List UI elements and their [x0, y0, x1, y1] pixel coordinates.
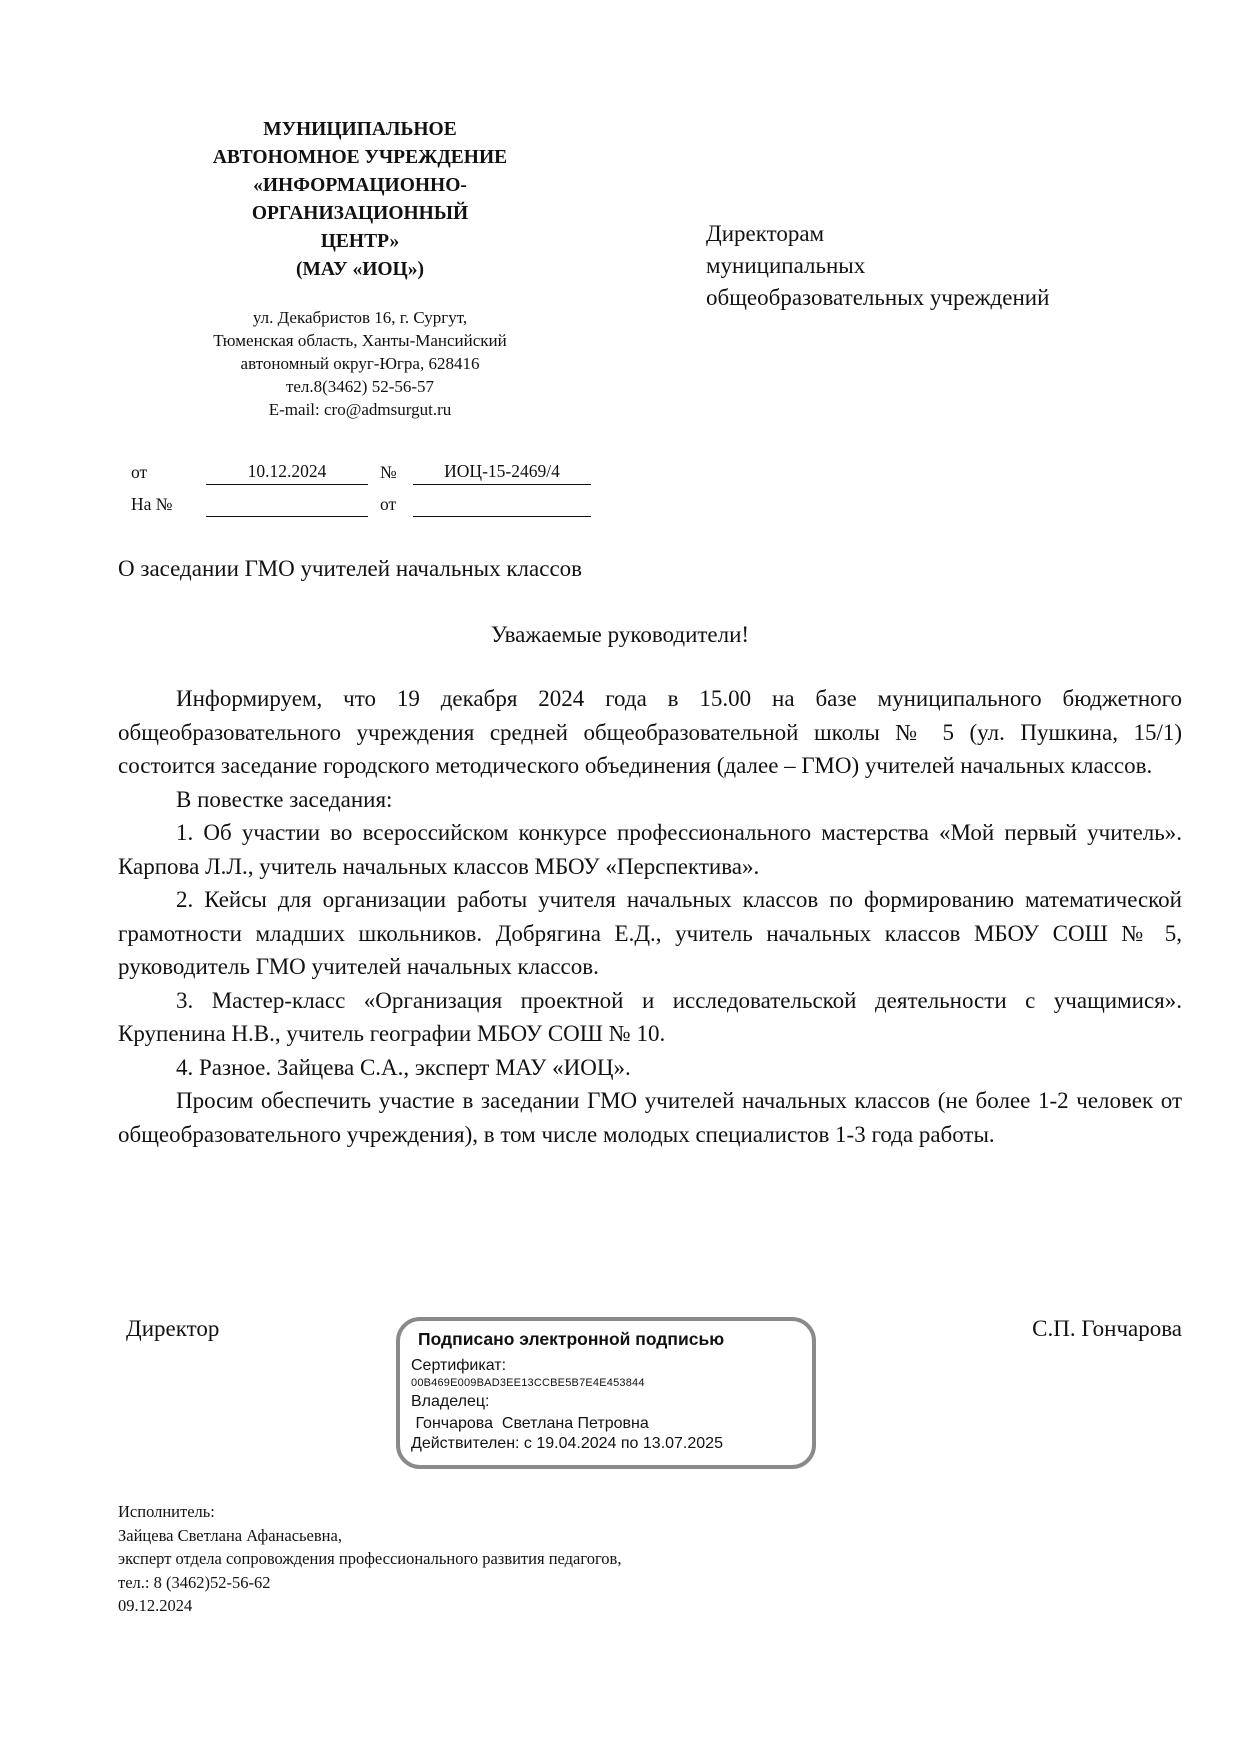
org-name-line: АВТОНОМНОЕ УЧРЕЖДЕНИЕ	[212, 147, 508, 168]
reply-date-label: от	[380, 494, 397, 514]
reply-date-field	[413, 492, 591, 517]
reply-number-label: На №	[131, 494, 173, 514]
esign-validity: Действителен: с 19.04.2024 по 13.07.2025	[411, 1435, 723, 1452]
esign-cert-number: 00B469E009BAD3EE13CCBE5B7E4E453844	[411, 1377, 645, 1389]
executor-phone: тел.: 8 (3462)52-56-62	[118, 1572, 271, 1592]
electronic-signature-stamp	[396, 1317, 816, 1469]
agenda-item: 2. Кейсы для организации работы учителя начальных классов по формированию математической грамотности младших школьников. Добрягина Е.Д., учитель начальных классов МБОУ СОШ № 5, руководитель ГМО учителей начальных классов.	[118, 887, 1182, 979]
agenda-item: 4. Разное. Зайцева С.А., эксперт МАУ «ИОЦ».	[176, 1054, 631, 1080]
reply-number-field	[206, 492, 368, 517]
body-paragraph: Просим обеспечить участие в заседании ГМО учителей начальных классов (не более 1-2 человек от общеобразовательного учреждения), в том числе молодых специалистов 1-3 года работы.	[118, 1088, 1182, 1147]
org-abbreviation: (МАУ «ИОЦ»)	[296, 259, 424, 280]
organization-name	[150, 116, 570, 284]
esign-owner-name: Гончарова Светлана Петровна	[411, 1415, 649, 1432]
org-name-line: ЦЕНТР»	[320, 231, 400, 252]
org-name-line: «ИНФОРМАЦИОННО-	[253, 175, 467, 196]
agenda-heading: В повестке заседания:	[176, 786, 393, 812]
letter-subject: О заседании ГМО учителей начальных классов	[118, 556, 583, 581]
date-label: от	[131, 462, 148, 482]
addressee-line: муниципальных	[706, 253, 866, 278]
address-line: ул. Декабристов 16, г. Сургут,	[252, 308, 468, 327]
address-line: Тюменская область, Ханты-Мансийский	[213, 331, 507, 350]
registration-row-outgoing	[0, 460, 620, 490]
document-date-field: 10.12.2024	[206, 460, 368, 485]
agenda-item: 3. Мастер-класс «Организация проектной и исследовательской деятельности с учащимися». Крупенина Н.В., учитель географии МБОУ СОШ № 10.	[118, 987, 1182, 1046]
letter-body	[118, 682, 1182, 1151]
agenda-item: 1. Об участии во всероссийском конкурсе профессионального мастерства «Мой первый учитель». Карпова Л.Л., учитель начальных классов МБОУ «Перспектива».	[118, 820, 1182, 879]
organization-address	[150, 306, 570, 421]
signatory-position: Директор	[126, 1316, 220, 1341]
executor-label: Исполнитель:	[118, 1502, 215, 1521]
number-label: №	[380, 462, 397, 482]
phone-line: тел.8(3462) 52-56-57	[285, 377, 435, 396]
org-name-line: МУНИЦИПАЛЬНОЕ	[263, 119, 457, 140]
executor-name: Зайцева Светлана Афанасьевна,	[118, 1525, 342, 1545]
greeting: Уважаемые руководители!	[490, 622, 750, 647]
esign-cert-label: Сертификат:	[411, 1357, 507, 1374]
addressee-line: Директорам	[706, 221, 825, 246]
letterhead	[150, 116, 570, 421]
org-name-line: ОРГАНИЗАЦИОННЫЙ	[251, 203, 469, 224]
addressee	[706, 218, 1049, 314]
body-paragraph: Информируем, что 19 декабря 2024 года в 15.00 на базе муниципального бюджетного общеобразовательного учреждения средней общеобразовательной школы № 5 (ул. Пушкина, 15/1) состоится заседание городского методического объединения (далее – ГМО) учителей начальных классов.	[118, 686, 1182, 778]
executor-position: эксперт отдела сопровождения профессионального развития педагогов,	[118, 1549, 622, 1568]
document-number-field: ИОЦ-15-2469/4	[413, 460, 591, 485]
executor-date: 09.12.2024	[118, 1596, 193, 1615]
signatory-name: С.П. Гончарова	[1032, 1316, 1182, 1341]
executor-info	[118, 1500, 621, 1618]
email-line: E-mail: cro@admsurgut.ru	[268, 400, 452, 419]
registration-row-reply	[0, 492, 620, 522]
addressee-line: общеобразовательных учреждений	[706, 285, 1050, 310]
address-line: автономный округ-Югра, 628416	[240, 354, 480, 373]
esign-title: Подписано электронной подписью	[418, 1329, 725, 1349]
esign-owner-label: Владелец:	[411, 1393, 490, 1410]
